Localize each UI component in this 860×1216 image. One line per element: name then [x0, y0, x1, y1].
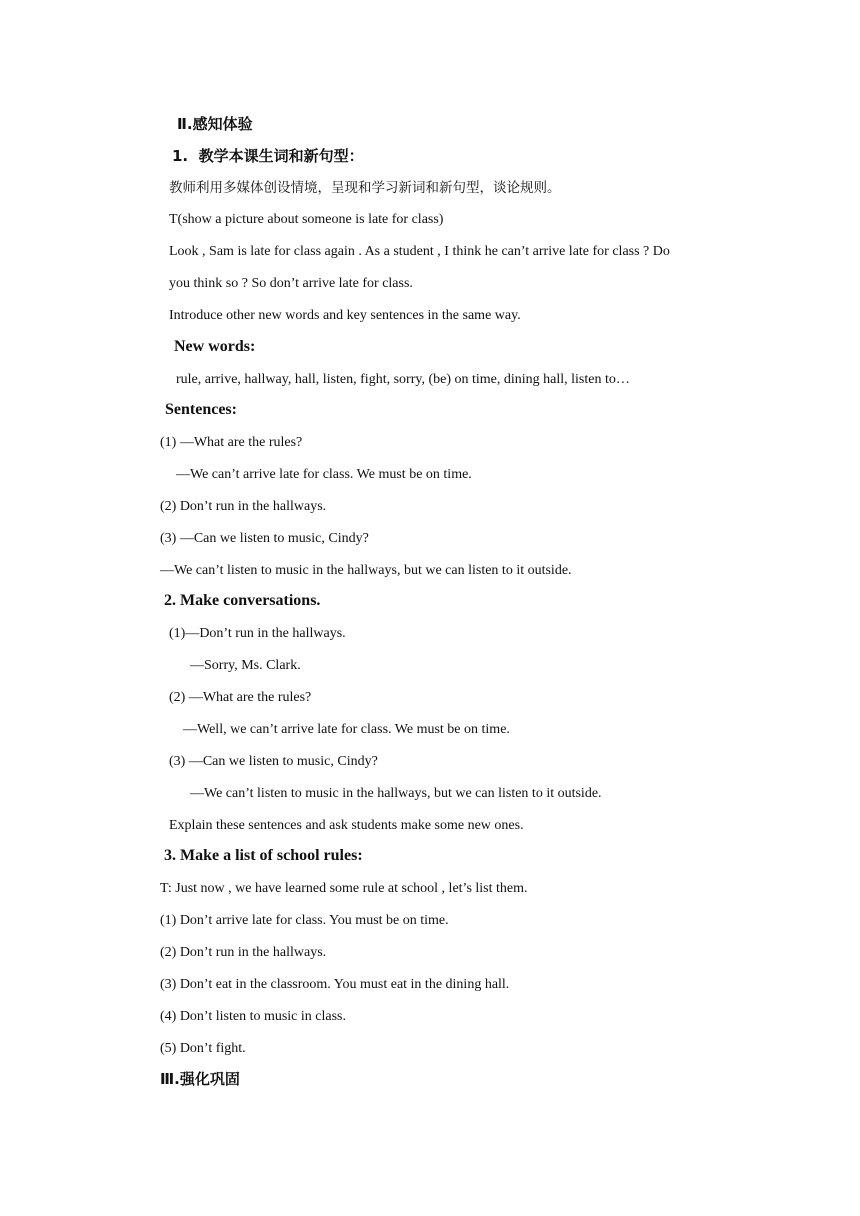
rule-item: (1) Don’t arrive late for class. You must be on time.	[160, 913, 449, 928]
new-words-list: rule, arrive, hallway, hall, listen, fight, sorry, (be) on time, dining hall, listen to…	[176, 372, 630, 387]
sentence-line: (2) Don’t run in the hallways.	[160, 499, 327, 514]
rule-item: (5) Don’t fight.	[160, 1041, 246, 1056]
conversation-line: (3) —Can we listen to music, Cindy?	[169, 754, 378, 769]
step-1-line: Look , Sam is late for class again . As a student , I think he can’t arrive late for class ? Do	[169, 244, 670, 259]
step-1-heading: 1. 教学本课生词和新句型：	[172, 147, 364, 165]
step-2-heading: 2. Make conversations.	[164, 592, 321, 609]
step-1-line: Introduce other new words and key sentences in the same way.	[169, 308, 521, 323]
step-1-line: you think so ? So don’t arrive late for class.	[169, 276, 413, 291]
sentence-line: —We can’t arrive late for class. We must be on time.	[176, 467, 472, 482]
sentence-line: (3) —Can we listen to music, Cindy?	[160, 531, 369, 546]
section-2-heading: Ⅱ.感知体验	[177, 115, 253, 133]
rule-item: (4) Don’t listen to music in class.	[160, 1009, 346, 1024]
step-1-intro-text: 教师利用多媒体创设情境，呈现和学习新词和新句型，谈论规则。	[169, 180, 561, 196]
conversation-line: —We can’t listen to music in the hallways, but we can listen to it outside.	[190, 786, 602, 801]
step-3-heading: 3. Make a list of school rules:	[164, 847, 363, 864]
new-words-heading: New words:	[174, 338, 256, 355]
step-1-line: T(show a picture about someone is late for class)	[169, 212, 444, 227]
section-3-heading: Ⅲ.强化巩固	[160, 1070, 240, 1088]
sentence-line: (1) —What are the rules?	[160, 435, 303, 450]
rules-intro: T: Just now , we have learned some rule at school , let’s list them.	[160, 881, 528, 896]
conversation-line: —Sorry, Ms. Clark.	[190, 658, 301, 673]
conversation-line: Explain these sentences and ask students make some new ones.	[169, 818, 524, 833]
conversation-line: (2) —What are the rules?	[169, 690, 312, 705]
sentences-heading: Sentences:	[165, 401, 237, 418]
rule-item: (2) Don’t run in the hallways.	[160, 945, 327, 960]
rule-item: (3) Don’t eat in the classroom. You must eat in the dining hall.	[160, 977, 510, 992]
conversation-line: (1)—Don’t run in the hallways.	[169, 626, 346, 641]
sentence-line: —We can’t listen to music in the hallways, but we can listen to it outside.	[160, 563, 572, 578]
conversation-line: —Well, we can’t arrive late for class. We must be on time.	[183, 722, 510, 737]
